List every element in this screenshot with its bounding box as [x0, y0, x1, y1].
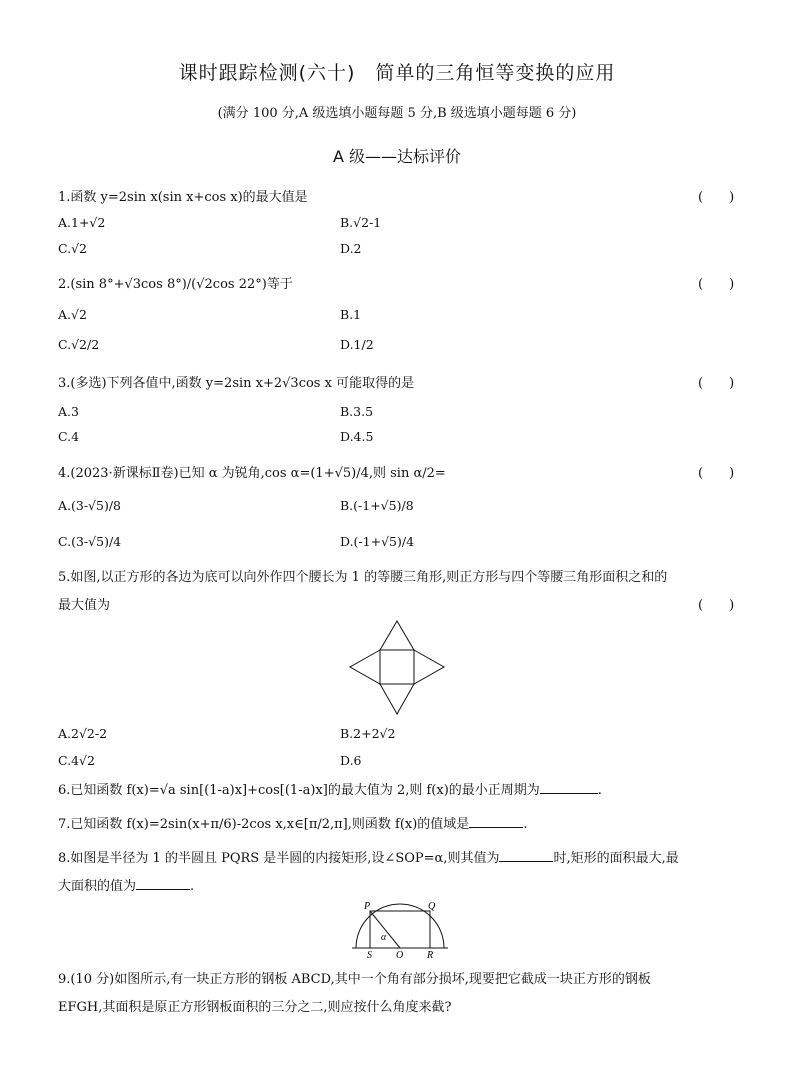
q4-option-c: C.(3-√5)/4 [58, 534, 122, 549]
q3-option-d: D.4.5 [340, 429, 374, 444]
q5-option-c: C.4√2 [58, 753, 95, 768]
label-alpha: α [381, 932, 387, 943]
question-1-stem: 1.函数 y=2sin x(sin x+cos x)的最大值是 [58, 190, 308, 205]
q2-option-c: C.√2/2 [58, 337, 100, 352]
q3-option-a: A.3 [58, 404, 79, 419]
bottom-triangle [380, 684, 414, 714]
label-r: R [427, 950, 434, 960]
question-8-line2: 大面积的值为 . [58, 879, 195, 894]
center-square [380, 650, 414, 684]
inscribed-rectangle [370, 911, 430, 948]
q1-option-d: D.2 [340, 241, 362, 256]
label-p: P [364, 901, 371, 912]
right-triangle [414, 650, 444, 684]
q2-option-d: D.1/2 [340, 337, 374, 352]
scoring-note: (满分 100 分,A 级选填小题每题 5 分,B 级选填小题每题 6 分) [217, 106, 577, 121]
question-2-stem: 2.(sin 8°+√3cos 8°)/(√2cos 22°)等于 [58, 277, 293, 292]
answer-parenthesis: ( ) [698, 190, 735, 205]
question-8-stem-b: 时,矩形的面积最大,最 [553, 851, 679, 866]
left-triangle [350, 650, 380, 684]
q2-option-b: B.1 [340, 307, 362, 322]
question-9-line1: 9.(10 分)如图所示,有一块正方形的钢板 ABCD,其中一个角有部分损坏,现要把它截成一块正方形的钢板 [58, 972, 651, 987]
q4-option-d: D.(-1+√5)/4 [340, 534, 415, 549]
answer-parenthesis: ( ) [698, 376, 735, 391]
q1-option-a: A.1+√2 [58, 215, 106, 230]
top-triangle [380, 621, 414, 650]
question-6-stem: 6.已知函数 f(x)=√a sin[(1-a)x]+cos[(1-a)x]的最大值为 2,则 f(x)的最小正周期为 [58, 783, 540, 798]
question-7: 7.已知函数 f(x)=2sin(x+π/6)-2cos x,x∈[π/2,π],则函数 f(x)的值域是 . [58, 817, 528, 832]
q5-option-b: B.2+2√2 [340, 726, 396, 741]
question-5-stem-line2: 最大值为 [58, 598, 111, 613]
question-6: 6.已知函数 f(x)=√a sin[(1-a)x]+cos[(1-a)x]的最大值为 2,则 f(x)的最小正周期为 . [58, 783, 602, 798]
question-8-stem-a: 8.如图是半径为 1 的半圆且 PQRS 是半圆的内接矩形,设∠SOP=α,则其值为 [58, 851, 500, 866]
question-9-line2: EFGH,其面积是原正方形钢板面积的三分之二,则应按什么角度来截? [58, 1000, 452, 1015]
semicircle-rectangle-figure [348, 898, 452, 960]
q5-option-d: D.6 [340, 753, 362, 768]
q4-option-a: A.(3-√5)/8 [58, 498, 122, 513]
square-triangles-figure [346, 618, 448, 718]
section-heading: A 级——达标评价 [332, 147, 462, 166]
answer-blank[interactable] [540, 781, 598, 794]
answer-parenthesis: ( ) [698, 277, 735, 292]
answer-parenthesis: ( ) [698, 466, 735, 481]
q3-option-b: B.3.5 [340, 404, 374, 419]
question-4-stem: 4.(2023·新课标Ⅱ卷)已知 α 为锐角,cos α=(1+√5)/4,则 sin α/2= [58, 466, 446, 481]
answer-parenthesis: ( ) [698, 598, 735, 613]
question-3-stem: 3.(多选)下列各值中,函数 y=2sin x+2√3cos x 可能取得的是 [58, 376, 415, 391]
q1-option-b: B.√2-1 [340, 215, 382, 230]
q5-option-a: A.2√2-2 [58, 726, 108, 741]
q1-option-c: C.√2 [58, 241, 88, 256]
question-5-stem-line1: 5.如图,以正方形的各边为底可以向外作四个腰长为 1 的等腰三角形,则正方形与四个等腰三角形面积之和的 [58, 570, 668, 585]
label-o: O [396, 950, 404, 960]
q4-option-b: B.(-1+√5)/8 [340, 498, 414, 513]
question-7-stem: 7.已知函数 f(x)=2sin(x+π/6)-2cos x,x∈[π/2,π],则函数 f(x)的值域是 [58, 817, 470, 832]
question-8-line1 [58, 847, 679, 866]
q3-option-c: C.4 [58, 429, 80, 444]
label-q: Q [428, 901, 436, 912]
label-s: S [367, 950, 372, 960]
answer-blank[interactable] [469, 815, 523, 828]
page-title: 课时跟踪检测(六十) 简单的三角恒等变换的应用 [178, 62, 616, 84]
answer-blank[interactable] [499, 849, 553, 862]
answer-blank[interactable] [136, 877, 190, 890]
q2-option-a: A.√2 [58, 307, 87, 322]
question-8-stem-c: 大面积的值为 [58, 879, 137, 894]
